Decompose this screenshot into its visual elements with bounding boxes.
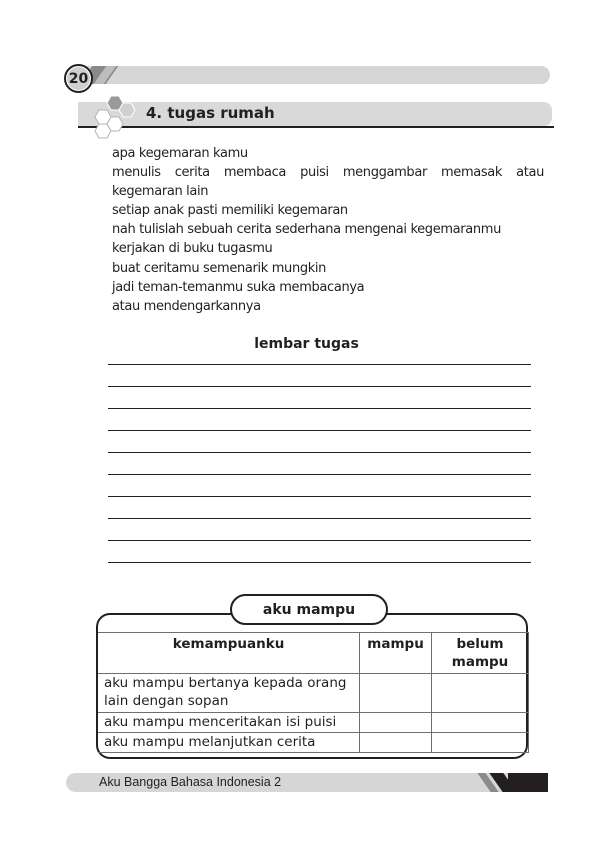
paragraph-line: atau mendengarkannya (112, 298, 261, 314)
header-cannot (432, 633, 529, 674)
paragraph-line: buat ceritamu semenarik mungkin (112, 260, 327, 276)
header-bar (72, 66, 550, 84)
skill-cell (98, 713, 360, 733)
table-row (98, 674, 529, 713)
hexagon-decoration-icon (92, 94, 142, 142)
writing-line[interactable] (108, 562, 531, 563)
table-row (98, 713, 529, 733)
can-checkbox-cell[interactable] (360, 733, 432, 753)
writing-line[interactable] (108, 430, 531, 431)
footer-dark-block (508, 773, 548, 792)
table-row (98, 733, 529, 753)
worksheet-title: lembar tugas (254, 336, 359, 352)
header-cannot-line: mampu (451, 654, 509, 670)
header-skill: kemampuanku (98, 633, 360, 674)
paragraph-line: kerjakan di buku tugasmu (112, 241, 273, 257)
paragraph-line: jadi teman-temanmu suka membacanya (112, 279, 365, 295)
paragraph-line: setiap anak pasti memiliki kegemaran (112, 203, 348, 219)
page-number-badge (64, 64, 93, 93)
header-can: mampu (360, 633, 432, 674)
can-checkbox-cell[interactable] (360, 674, 432, 713)
paragraph-line: nah tulislah sebuah cerita sederhana mengenai kegemaranmu (112, 222, 501, 238)
writing-line[interactable] (108, 540, 531, 541)
writing-line[interactable] (108, 518, 531, 519)
section-underline (78, 126, 554, 128)
skill-text: lain dengan sopan (104, 693, 229, 709)
writing-line[interactable] (108, 474, 531, 475)
section-title: 4. tugas rumah (146, 104, 275, 122)
cannot-checkbox-cell[interactable] (432, 713, 529, 733)
paragraph-line: apa kegemaran kamu (112, 146, 248, 161)
footer-book-title: Aku Bangga Bahasa Indonesia 2 (99, 775, 282, 789)
writing-line[interactable] (108, 452, 531, 453)
can-checkbox-cell[interactable] (360, 713, 432, 733)
self-assessment-title: aku mampu (230, 594, 388, 625)
skill-text: aku mampu bertanya kepada orang (104, 675, 347, 691)
writing-line[interactable] (108, 496, 531, 497)
writing-line[interactable] (108, 408, 531, 409)
skill-cell (98, 733, 360, 753)
writing-line[interactable] (108, 386, 531, 387)
skill-text: aku mampu menceritakan isi puisi (104, 714, 337, 730)
paragraph-line: menulis cerita membaca puisi menggambar memasak atau (112, 165, 544, 181)
skill-cell (98, 674, 360, 713)
header-cannot-line: belum (456, 636, 504, 652)
cannot-checkbox-cell[interactable] (432, 733, 529, 753)
table-header-row (98, 633, 529, 674)
cannot-checkbox-cell[interactable] (432, 674, 529, 713)
page-number: 20 (68, 70, 89, 87)
self-assessment-table (98, 632, 529, 753)
instruction-paragraph (112, 144, 544, 316)
skill-text: aku mampu melanjutkan cerita (104, 734, 316, 750)
paragraph-line: kegemaran lain (112, 184, 209, 200)
writing-line[interactable] (108, 364, 531, 365)
